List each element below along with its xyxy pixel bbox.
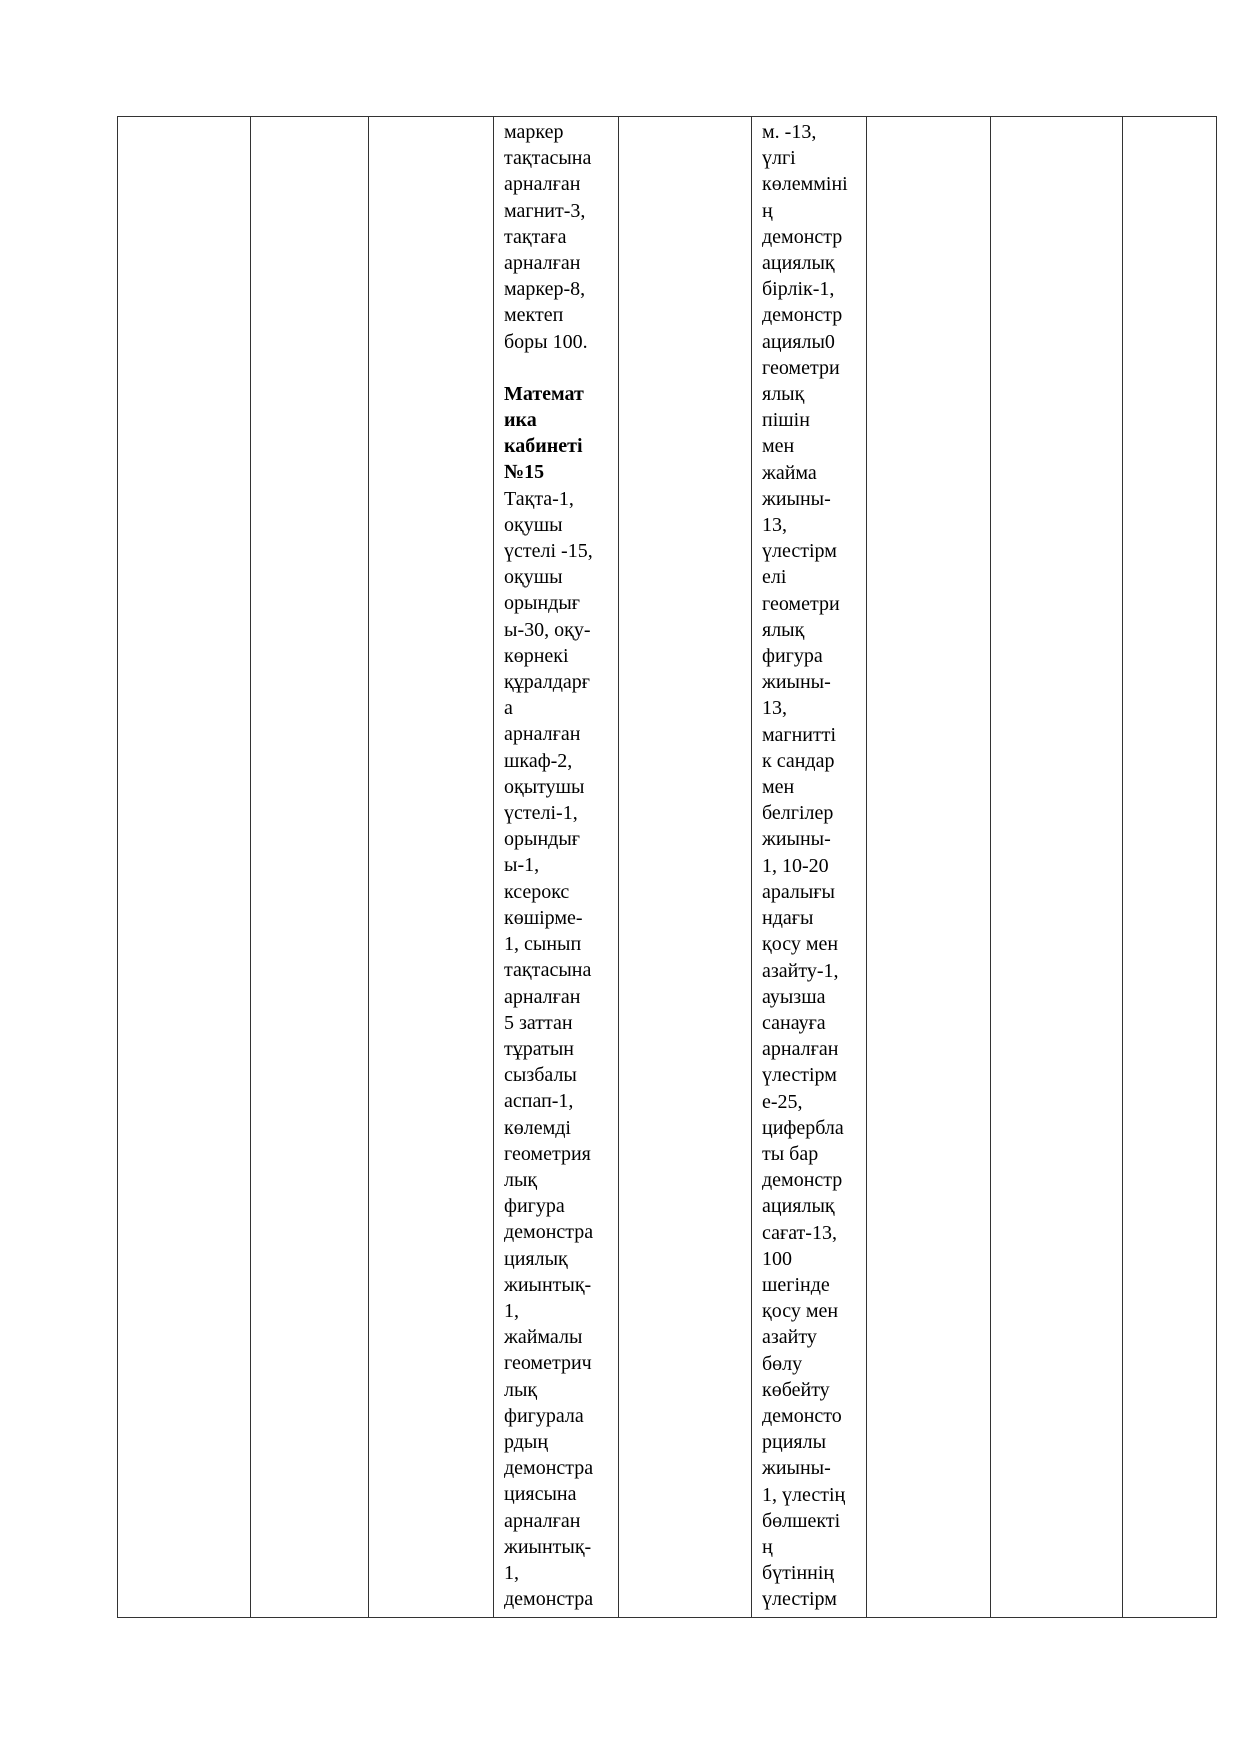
table-cell-col3 — [369, 117, 494, 1618]
table-row — [118, 117, 1217, 1618]
table-cell-col2 — [251, 117, 369, 1618]
table-cell-col7 — [867, 117, 991, 1618]
math-cabinet-heading: Математ ика кабинеті №15 — [504, 382, 584, 484]
table-cell-col9 — [1123, 117, 1217, 1618]
table-cell-col5 — [619, 117, 752, 1618]
table-cell-col4 — [494, 117, 619, 1618]
equipment-table — [117, 116, 1217, 1618]
math-cabinet-equipment-text: Тақта-1, оқушы үстелі -15, оқушы орындығ ы-30, оқу- көрнекі құралдарғ а арналған шкаф-2, оқытушы үстелі-1, орындығ ы-1, ксерокс көшірме- 1, сынып тақтасына арналған 5 заттан тұратын сызбалы аспап-1, көлемді геометрия лық фигура демонстра циялық жиынтық- 1, жаймалы геометрич лық фигурала рдың демонстра циясына арналған жиынтық- 1, демонстра — [504, 487, 594, 1611]
demonstration-equipment-text: м. -13, үлгі көлемміні ң демонстр ациялық бірлік-1, демонстр ациялы0 геометри ялық пішін мен жайма жиыны- 13, үлестірм елі геометри ялық фигура жиыны- 13, магнитті к сандар мен белгілер жиыны- 1, 10-20 аралығы ндағы қосу мен азайту-1, ауызша санауға арналған үлестірм е-25, циферблa ты бар демонстр ациялық сағат-13, 100 шегінде қосу мен азайту бөлу көбейту демонсто рциялы жиыны- 1, үлестің бөлшекті ң бүтіннің үлестірм — [762, 121, 848, 1611]
equipment-intro-text: маркер тақтасына арналған магнит-3, тақтаға арналған маркер-8, мектеп боры 100. — [504, 121, 592, 353]
table-cell-col6 — [752, 117, 867, 1618]
table-cell-col8 — [991, 117, 1123, 1618]
table-cell-col1 — [118, 117, 251, 1618]
